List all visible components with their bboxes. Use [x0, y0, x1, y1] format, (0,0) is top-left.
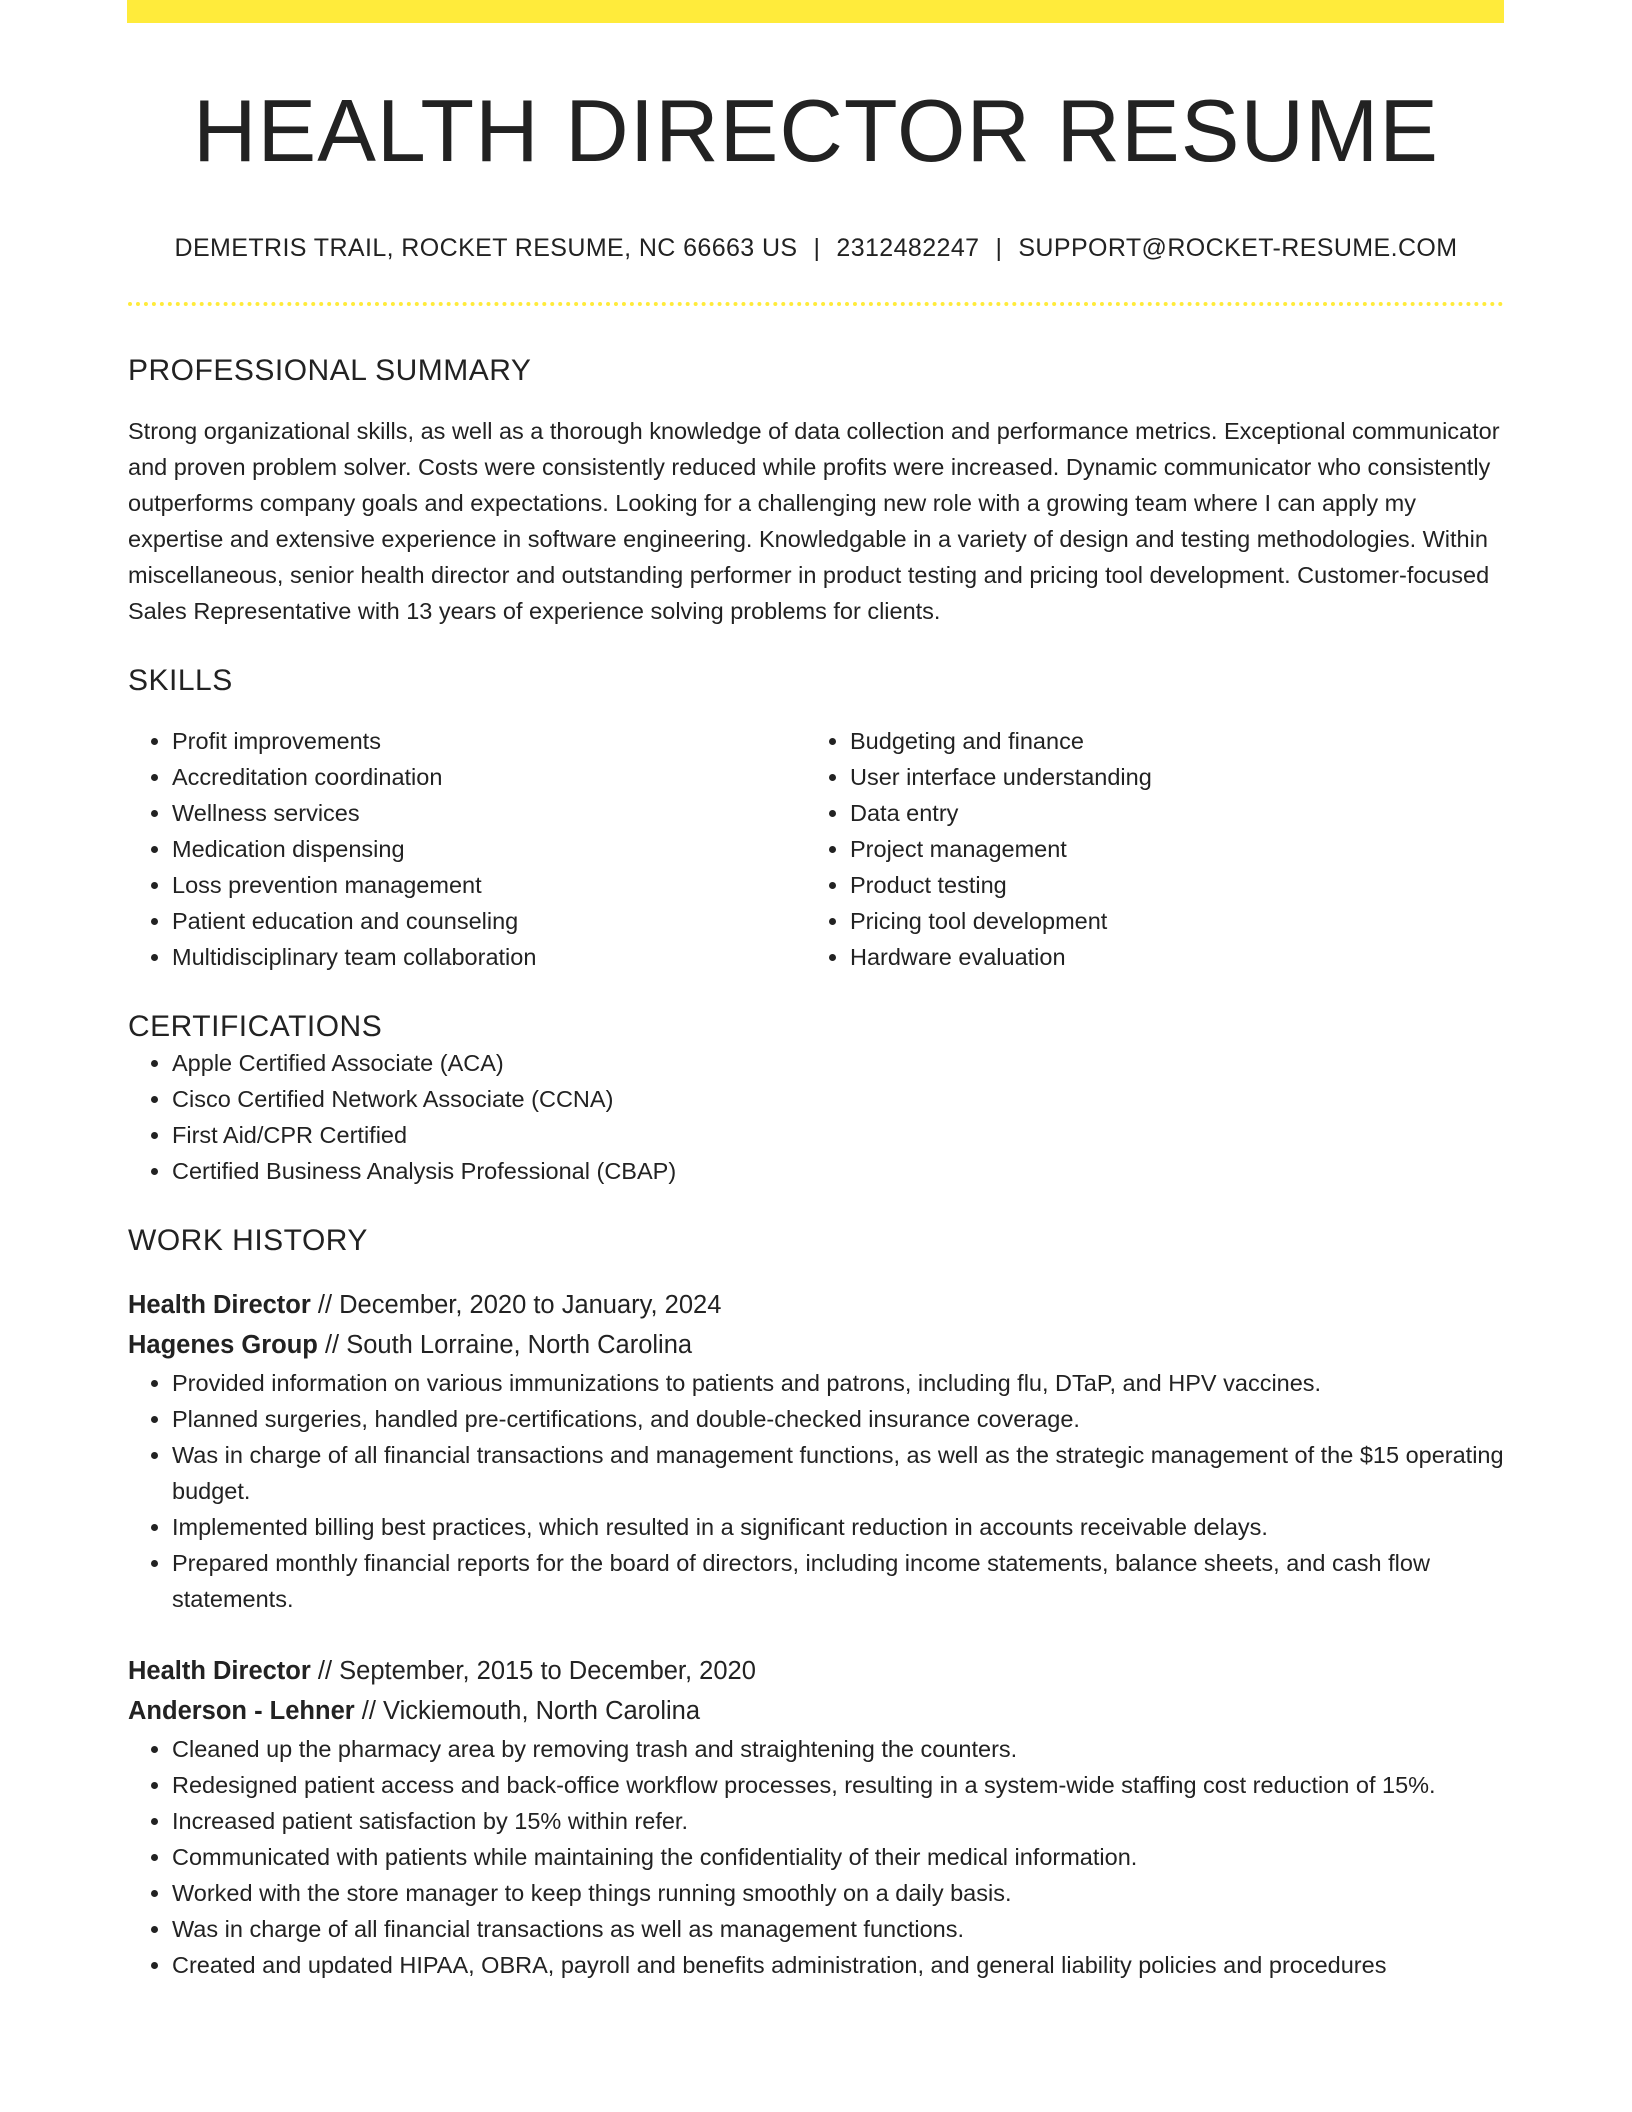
job-dates: // December, 2020 to January, 2024: [310, 1291, 722, 1320]
certifications-heading: CERTIFICATIONS: [128, 1010, 383, 1044]
skill-item: • Pricing tool development: [850, 903, 1484, 939]
job-bullet: • Implemented billing best practices, which resulted in a significant reduction in accounts receivable delays.: [172, 1509, 1504, 1545]
contact-separator: |: [995, 234, 1003, 263]
job-company-line: [128, 1691, 1504, 1731]
summary-heading: PROFESSIONAL SUMMARY: [128, 354, 532, 388]
resume-content: [128, 23, 1504, 1983]
skill-item: • Medication dispensing: [172, 831, 806, 867]
job-company-line: [128, 1325, 1504, 1365]
skill-item: • Loss prevention management: [172, 867, 806, 903]
job-entry: [128, 1651, 1504, 1983]
certification-item: • Certified Business Analysis Professional (CBAP): [172, 1153, 1504, 1189]
summary-text: Strong organizational skills, as well as a thorough knowledge of data collection and performance metrics. Exceptional communicator and proven problem solver. Costs were consistently reduced while profits were increased. Dynamic communicator who consistently outperforms company goals and expectations. Looking for a challenging new role with a growing team where I can apply my expertise and extensive experience in software engineering. Knowledgable in a variety of design and testing methodologies. Within miscellaneous, senior health director and outstanding performer in product testing and pricing tool development. Customer-focused Sales Representative with 13 years of experience solving problems for clients.: [128, 418, 1500, 625]
job-bullet: • Was in charge of all financial transactions as well as management functions.: [172, 1911, 1504, 1947]
job-bullet: • Planned surgeries, handled pre-certifications, and double-checked insurance coverage.: [172, 1401, 1504, 1437]
job-responsibilities: [128, 1731, 1504, 1983]
skill-item: • Accreditation coordination: [172, 759, 806, 795]
skills-columns: [128, 723, 1504, 975]
certification-item: • Apple Certified Associate (ACA): [172, 1045, 1504, 1081]
job-bullet: • Prepared monthly financial reports for the board of directors, including income statements, balance sheets, and cash flow statements.: [172, 1545, 1504, 1617]
dotted-divider: [128, 302, 1504, 306]
certification-item: • First Aid/CPR Certified: [172, 1117, 1504, 1153]
job-bullet: • Was in charge of all financial transactions and management functions, as well as the strategic management of the $15 operating budget.: [172, 1437, 1504, 1509]
skills-list-left: [128, 723, 806, 975]
job-bullet: • Cleaned up the pharmacy area by removing trash and straightening the counters.: [172, 1731, 1504, 1767]
skill-item: • Budgeting and finance: [850, 723, 1484, 759]
skill-item: • Patient education and counseling: [172, 903, 806, 939]
job-location: // Vickiemouth, North Carolina: [354, 1697, 701, 1726]
certification-item: • Cisco Certified Network Associate (CCNA): [172, 1081, 1504, 1117]
skill-item: • Profit improvements: [172, 723, 806, 759]
job-title: Health Director: [128, 1291, 311, 1320]
job-bullet: • Communicated with patients while maintaining the confidentiality of their medical information.: [172, 1839, 1504, 1875]
skills-list-right: [806, 723, 1484, 975]
contact-separator: |: [813, 234, 821, 263]
skills-heading: SKILLS: [128, 664, 233, 698]
job-dates: // September, 2015 to December, 2020: [310, 1657, 756, 1686]
job-bullet: • Created and updated HIPAA, OBRA, payroll and benefits administration, and general liability policies and procedures: [172, 1947, 1504, 1983]
accent-top-bar: [127, 0, 1504, 23]
job-company: Anderson - Lehner: [128, 1697, 355, 1726]
skill-item: • Project management: [850, 831, 1484, 867]
job-bullet: • Redesigned patient access and back-office workflow processes, resulting in a system-wide staffing cost reduction of 15%.: [172, 1767, 1504, 1803]
work-history-heading: WORK HISTORY: [128, 1224, 368, 1258]
skills-column-left: [128, 723, 806, 975]
job-title: Health Director: [128, 1657, 311, 1686]
contact-phone: 2312482247: [836, 234, 980, 263]
skill-item: • Data entry: [850, 795, 1484, 831]
job-company: Hagenes Group: [128, 1331, 318, 1360]
contact-email: SUPPORT@ROCKET-RESUME.COM: [1018, 234, 1458, 263]
certifications-list: [128, 1045, 1504, 1189]
job-bullet: • Worked with the store manager to keep things running smoothly on a daily basis.: [172, 1875, 1504, 1911]
job-title-line: [128, 1651, 1504, 1691]
job-location: // South Lorraine, North Carolina: [317, 1331, 693, 1360]
skill-item: • User interface understanding: [850, 759, 1484, 795]
job-bullet: • Increased patient satisfaction by 15% within refer.: [172, 1803, 1504, 1839]
resume-title: HEALTH DIRECTOR RESUME: [192, 81, 1439, 180]
job-bullet: • Provided information on various immunizations to patients and patrons, including flu, DTaP, and HPV vaccines.: [172, 1365, 1504, 1401]
job-entry: [128, 1285, 1504, 1617]
job-responsibilities: [128, 1365, 1504, 1617]
job-title-line: [128, 1285, 1504, 1325]
skills-column-right: [806, 723, 1484, 975]
skill-item: • Multidisciplinary team collaboration: [172, 939, 806, 975]
contact-address: DEMETRIS TRAIL, ROCKET RESUME, NC 66663 US: [174, 234, 798, 263]
skill-item: • Wellness services: [172, 795, 806, 831]
contact-line: [128, 234, 1504, 263]
skill-item: • Hardware evaluation: [850, 939, 1484, 975]
skill-item: • Product testing: [850, 867, 1484, 903]
